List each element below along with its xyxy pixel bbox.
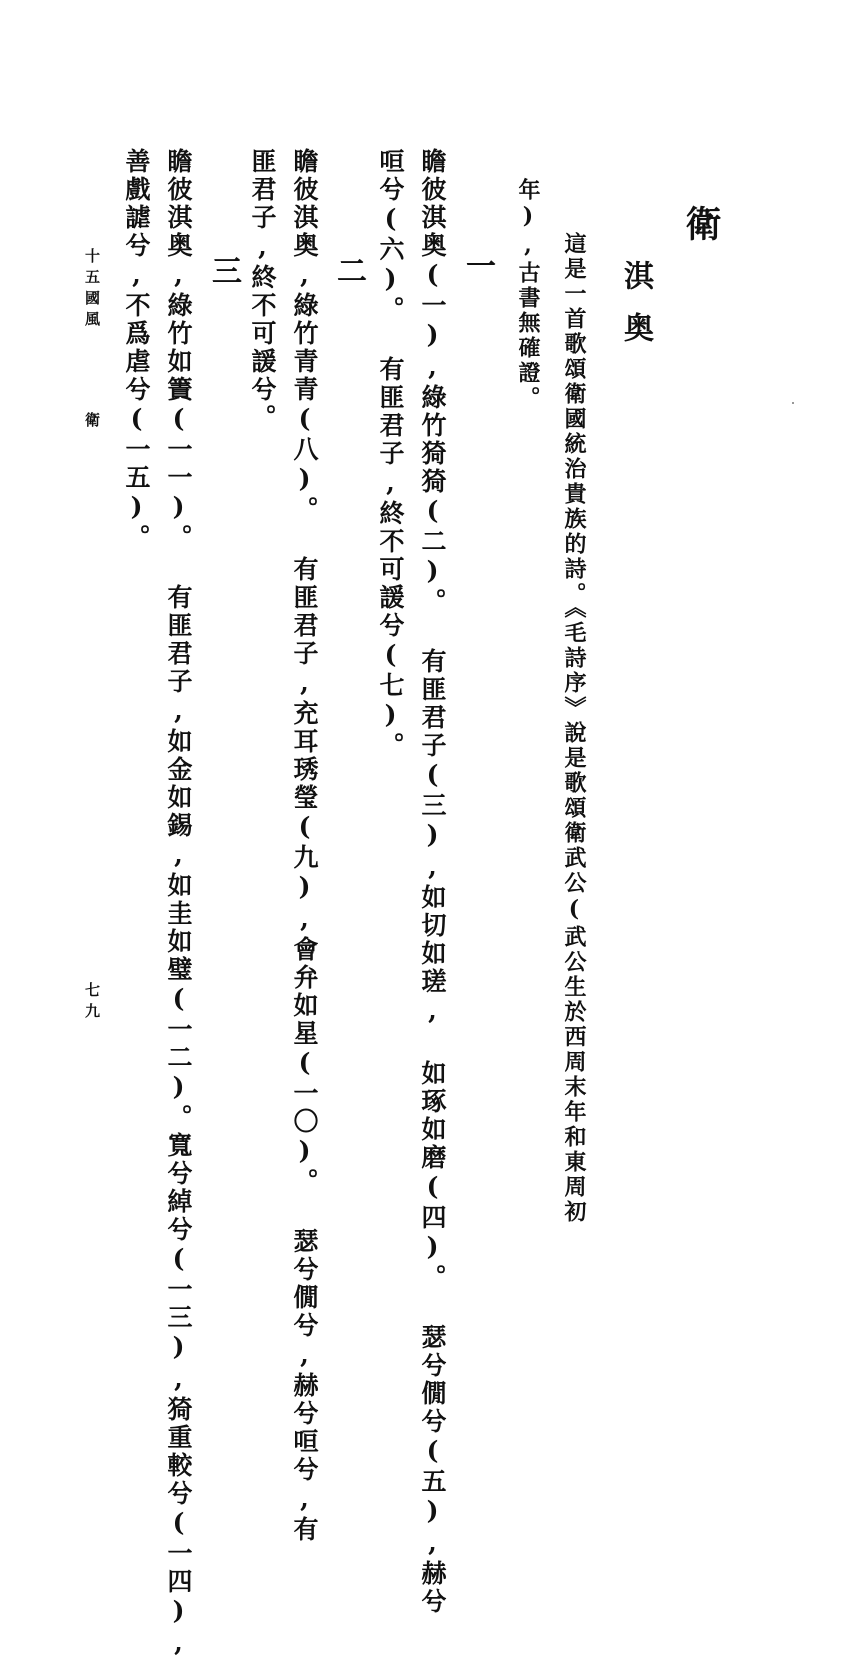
stanza-3-line-2: 善戲謔兮,不爲虐兮(一五)。 — [122, 148, 151, 552]
stanza-3-line-1: 瞻彼淇奥,綠竹如簀(一一)。 有匪君子,如金如錫,如圭如璧(一二)。寬兮綽兮(一三),猗重較兮(一四), — [164, 148, 193, 1660]
intro-line-1: 這是一首歌頌衛國統治貴族的詩。《毛詩序》說是歌頌衛武公(武公生於西周末年和東周初 — [561, 232, 587, 1225]
stanza-2-line-2: 匪君子,終不可諼兮。 — [248, 148, 277, 432]
chapter-heading: 衛 — [680, 205, 722, 245]
stanza-1-line-2: 咺兮(六)。 有匪君子,終不可諼兮(七)。 — [376, 148, 405, 760]
poem-title: 淇奥 — [618, 260, 653, 364]
footer-section-label: 十五國風 — [83, 248, 101, 332]
stanza-number-3: 三 — [206, 255, 241, 285]
stanza-number-2: 二 — [331, 255, 366, 285]
footer-region-label: 衛 — [83, 412, 101, 433]
stanza-2-line-1: 瞻彼淇奥,綠竹青青(八)。 有匪君子,充耳琇瑩(九),會弁如星(一〇)。 瑟兮僩兮,赫兮咺兮,有 — [290, 148, 319, 1544]
intro-line-2: 年),古書無確證。 — [515, 178, 541, 411]
page-number: 七九 — [83, 982, 101, 1024]
stanza-1-line-1: 瞻彼淇奥(一),綠竹猗猗(二)。 有匪君子(三),如切如瑳, 如琢如磨(四)。 瑟兮僩兮(五),赫兮 — [418, 148, 447, 1616]
stanza-number-1: 一 — [460, 250, 495, 280]
scan-speck — [792, 402, 794, 404]
